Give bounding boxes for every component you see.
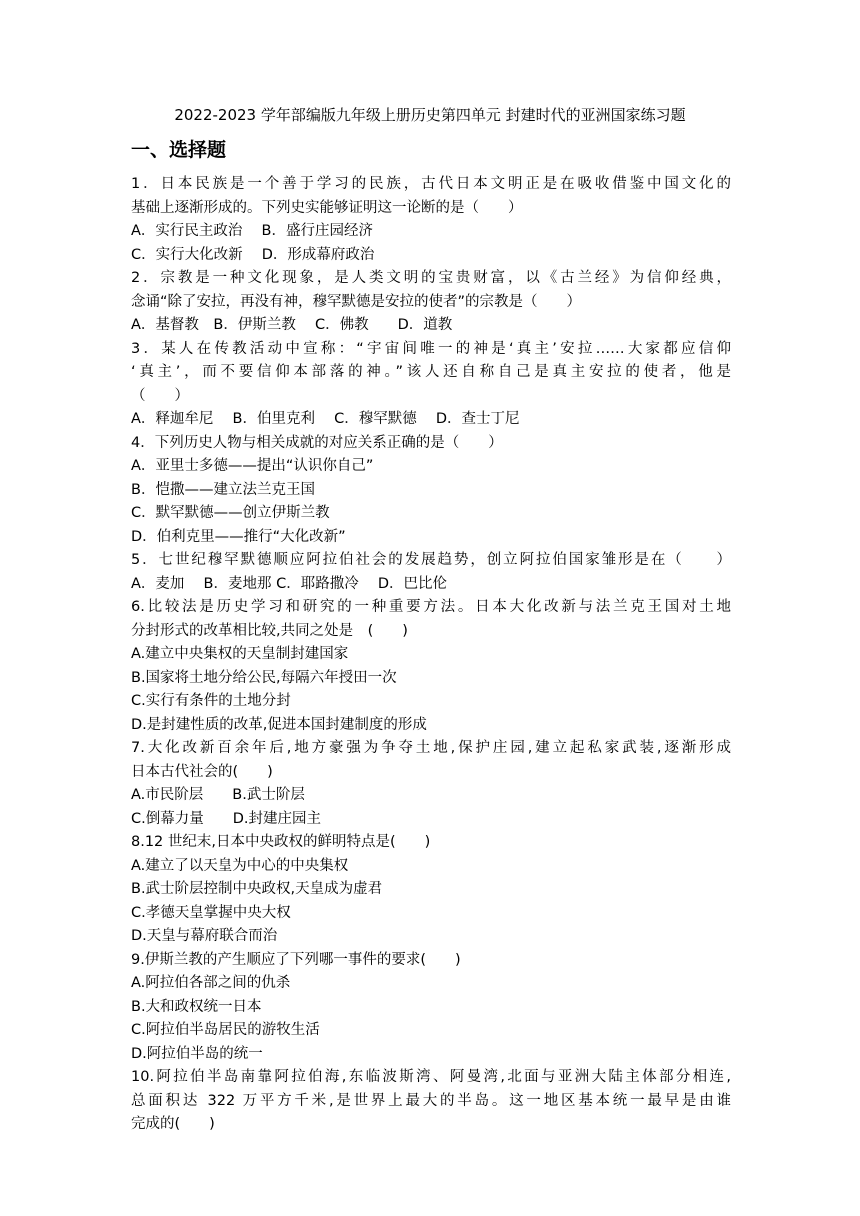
text-line: D.天皇与幕府联合而治 bbox=[131, 928, 278, 944]
section-heading: 一、选择题 bbox=[131, 139, 227, 161]
text-line: B.大和政权统一日本 bbox=[131, 998, 262, 1015]
text-line: B．恺撒——建立法兰克王国 bbox=[131, 481, 315, 498]
text-line: 日本古代社会的( ) bbox=[131, 763, 273, 780]
text-line: 2．宗教是一种文化现象，是人类文明的宝贵财富，以《古兰经》为信仰经典， bbox=[131, 270, 731, 286]
text-line: 3．某人在传教活动中宣称：“宇宙间唯一的神是‘真主’安拉……大家都应信仰 bbox=[131, 340, 731, 357]
text-line: C.阿拉伯半岛居民的游牧生活 bbox=[131, 1022, 320, 1038]
text-line: A．麦加 B．麦地那 C．耶路撒冷 D．巴比伦 bbox=[131, 575, 447, 592]
text-line: A．亚里士多德——提出“认识你自己” bbox=[131, 458, 374, 474]
text-line: 总面积达 322 万平方千米,是世界上最大的半岛。这一地区基本统一最早是由谁 bbox=[131, 1092, 731, 1109]
text-line: C.孝德天皇掌握中央大权 bbox=[131, 904, 291, 921]
text-line: B.国家将土地分给公民,每隔六年授田一次 bbox=[131, 669, 397, 686]
text-line: C．默罕默德——创立伊斯兰教 bbox=[131, 505, 330, 521]
text-line: 9.伊斯兰教的产生顺应了下列哪一事件的要求( ) bbox=[131, 951, 461, 968]
text-line: B.武士阶层控制中央政权,天皇成为虚君 bbox=[131, 881, 383, 897]
text-line: C.倒幕力量 D.封建庄园主 bbox=[131, 810, 322, 827]
question-list bbox=[131, 173, 731, 1137]
text-line: D.阿拉伯半岛的统一 bbox=[131, 1045, 263, 1062]
text-line: 4．下列历史人物与相关成就的对应关系正确的是（ ） bbox=[131, 434, 503, 451]
text-line: 基础上逐渐形成的。下列史实能够证明这一论断的是（ ） bbox=[131, 199, 523, 216]
text-line: D.是封建性质的改革,促进本国封建制度的形成 bbox=[131, 716, 427, 733]
text-line: ‘真主’，而不要信仰本部落的神。”该人还自称自己是真主安拉的使者，他是 bbox=[131, 364, 731, 380]
text-line: A．释迦牟尼 B．伯里克利 C．穆罕默德 D．查士丁尼 bbox=[131, 411, 520, 427]
text-line: A．基督教 B．伊斯兰教 C．佛教 D．道教 bbox=[131, 317, 453, 333]
text-line: 念诵“除了安拉，再没有神，穆罕默德是安拉的使者”的宗教是（ ） bbox=[131, 293, 582, 310]
text-line: D．伯利克里——推行“大化改新” bbox=[131, 528, 346, 545]
text-line: 完成的( ) bbox=[131, 1116, 215, 1132]
text-line: A.市民阶层 B.武士阶层 bbox=[131, 787, 305, 803]
text-line: 8.12 世纪末,日本中央政权的鲜明特点是( ) bbox=[131, 834, 431, 850]
text-line: 1．日本民族是一个善于学习的民族，古代日本文明正是在吸收借鉴中国文化的 bbox=[131, 176, 731, 192]
text-line: A.建立了以天皇为中心的中央集权 bbox=[131, 857, 349, 874]
text-line: C．实行大化改新 D．形成幕府政治 bbox=[131, 246, 375, 263]
text-line: A.阿拉伯各部之间的仇杀 bbox=[131, 975, 291, 991]
text-line: A．实行民主政治 B．盛行庄园经济 bbox=[131, 223, 373, 239]
document-title: 2022-2023 学年部编版九年级上册历史第四单元 封建时代的亚洲国家练习题 bbox=[174, 106, 686, 124]
text-line: 10.阿拉伯半岛南靠阿拉伯海,东临波斯湾、阿曼湾,北面与亚洲大陆主体部分相连, bbox=[131, 1069, 731, 1085]
text-line: 5．七世纪穆罕默德顺应阿拉伯社会的发展趋势，创立阿拉伯国家雏形是在（ ） bbox=[131, 552, 731, 568]
text-line: 7.大化改新百余年后,地方豪强为争夺土地,保护庄园,建立起私家武装,逐渐形成 bbox=[131, 740, 731, 756]
text-line: 6.比较法是历史学习和研究的一种重要方法。日本大化改新与法兰克王国对土地 bbox=[131, 599, 731, 615]
text-line: （ ） bbox=[131, 387, 189, 404]
text-line: 分封形式的改革相比较,共同之处是 ( ) bbox=[131, 622, 408, 639]
text-line: C.实行有条件的土地分封 bbox=[131, 693, 291, 709]
text-line: A.建立中央集权的天皇制封建国家 bbox=[131, 646, 349, 662]
